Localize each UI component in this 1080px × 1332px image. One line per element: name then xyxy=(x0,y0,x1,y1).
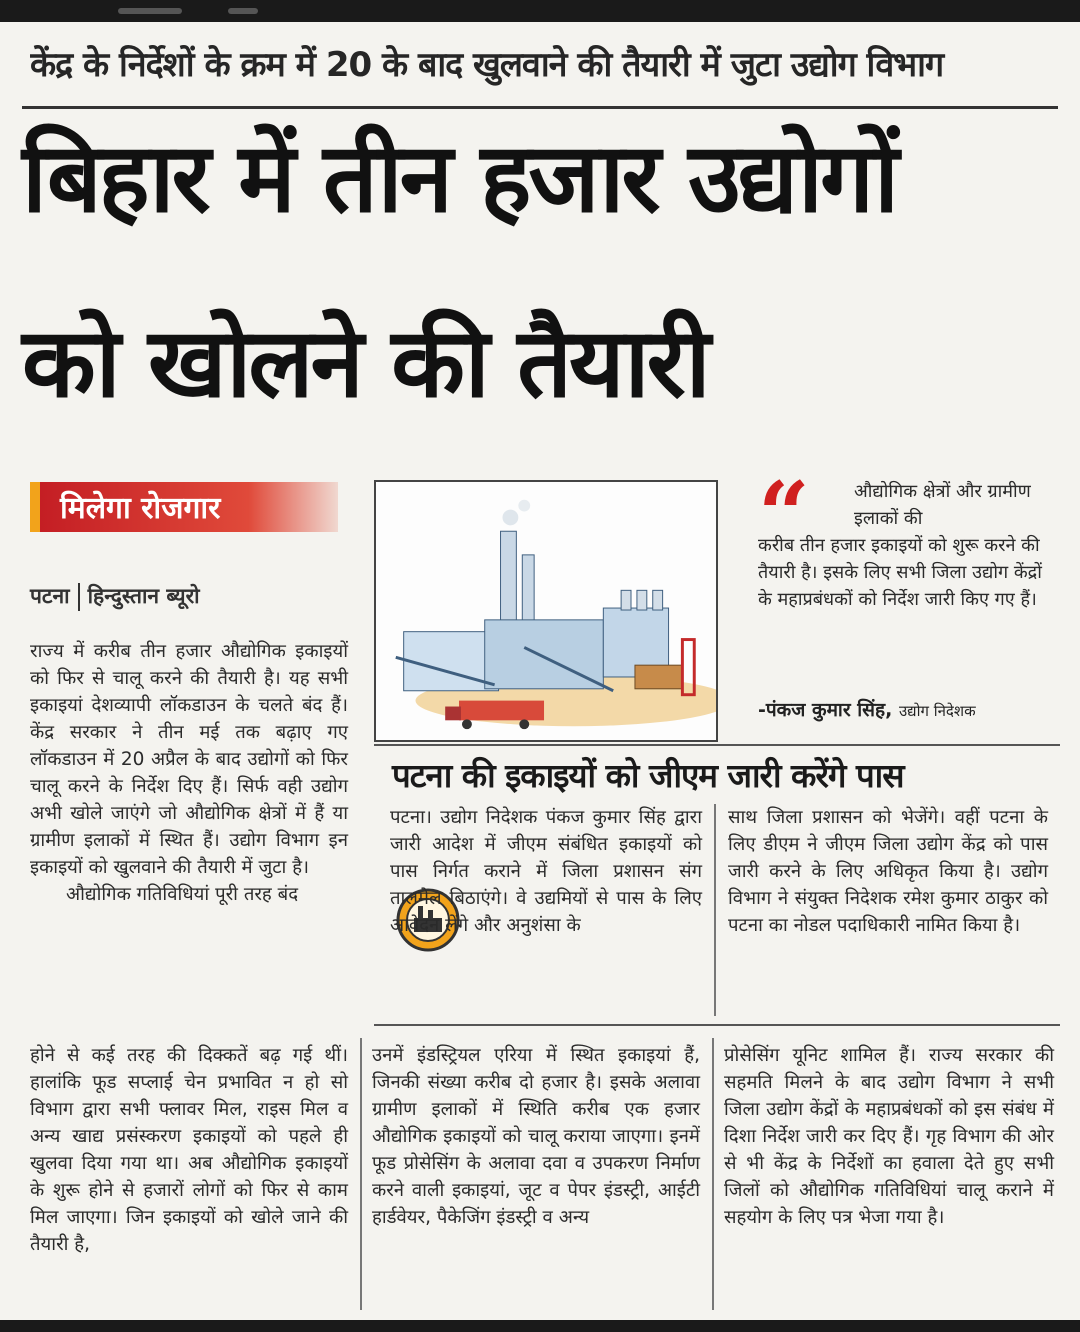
subbox-headline: पटना की इकाइयों को जीएम जारी करेंगे पास xyxy=(392,756,904,795)
column-divider xyxy=(360,1038,362,1310)
section-tag-label: मिलेगा रोजगार xyxy=(60,491,221,526)
byline-source: हिन्दुस्तान ब्यूरो xyxy=(87,584,200,608)
article-paragraph: उनमें इंडस्ट्रियल एरिया में स्थित इकाइयां हैं, जिनकी संख्या करीब दो हजार है। इसके अलावा ग्रामीण इलाकों में स्थिति करीब एक हजार औद्योगिक इकाइयों को चालू कराया जाएगा। इनमें फूड प्रोसेसिंग के अलावा दवा व उपकरण निर्माण करने वाली इकाइयां, जूट व पेपर इंडस्ट्री, आईटी हार्डवेयर, पैकेजिंग इंडस्ट्री व अन्य xyxy=(372,1045,700,1228)
byline-place: पटना xyxy=(30,584,70,608)
pull-quote xyxy=(758,478,1056,613)
article-paragraph: राज्य में करीब तीन हजार औद्योगिक इकाइयों को फिर से चालू करने की तैयारी है। यह सभी इकाइयां देशव्यापी लॉकडाउन के चलते बंद हैं। केंद्र सरकार ने तीन मई तक बढ़ाए गए लॉकडाउन में 20 अप्रैल के बाद उद्योगों को फिर चालू करने के निर्देश दिए हैं। सिर्फ वही उद्योग अभी खोले जाएंगे जो औद्योगिक क्षेत्रों में हैं या ग्रामीण इलाकों में स्थित हैं। उद्योग विभाग इन इकाइयों को खुलवाने की तैयारी में जुटा है। xyxy=(30,641,348,878)
article-paragraph: प्रोसेसिंग यूनिट शामिल हैं। राज्य सरकार की सहमति मिलने के बाद उद्योग विभाग ने सभी जिला उद्योग केंद्रों के महाप्रबंधकों को इस संबंध में दिशा निर्देश जारी कर दिए हैं। गृह विभाग की ओर से भी केंद्र के निर्देशों का हवाला देते हुए सभी जिलों को औद्योगिक गतिविधियां चालू कराने में सहयोग के लिए पत्र भेजा गया है। xyxy=(724,1045,1054,1228)
article-paragraph: होने से कई तरह की दिक्कतें बढ़ गई थीं। हालांकि फूड सप्लाई चेन प्रभावित न हो सो विभाग द्वारा सभी फ्लावर मिल, राइस मिल व अन्य खाद्य प्रसंस्करण इकाइयों को पहले ही खुलवा दिया गया था। अब औद्योगिक इकाइयों के शुरू होने से हजारों लोगों को फिर से काम मिल जाएगा। जिन इकाइयों को खोले जाने की तैयारी है, xyxy=(30,1045,348,1255)
article-column-2 xyxy=(372,1042,700,1231)
section-tag xyxy=(30,482,338,532)
pull-quote-text: करीब तीन हजार इकाइयों को शुरू करने की तैयारी है। इसके लिए सभी जिला उद्योग केंद्रों के महाप्रबंधकों को निर्देश जारी किए गए हैं। xyxy=(758,535,1042,610)
top-bar xyxy=(0,0,1080,22)
pull-quote-attribution xyxy=(758,696,976,722)
article-column-1-continued xyxy=(30,1042,348,1258)
article-paragraph: औद्योगिक गतिविधियां पूरी तरह बंद xyxy=(66,884,299,905)
strap-headline: केंद्र के निर्देशों के क्रम में 20 के बाद खुलवाने की तैयारी में जुटा उद्योग विभाग xyxy=(30,45,944,85)
column-divider xyxy=(714,804,716,1016)
article-column-3 xyxy=(724,1042,1054,1231)
column-divider xyxy=(712,1038,714,1310)
factory-illustration xyxy=(374,480,718,742)
byline xyxy=(30,582,200,611)
top-dash xyxy=(228,8,258,14)
main-headline-line2: को खोलने की तैयारी xyxy=(22,307,708,419)
subbox-column-left xyxy=(390,804,702,939)
divider xyxy=(22,106,1058,109)
article-column-1 xyxy=(30,638,348,908)
subbox-paragraph: साथ जिला प्रशासन को भेजेंगे। वहीं पटना के लिए डीएम ने जीएम जिला उद्योग केंद्र को पास जारी करने के लिए अधिकृत किया है। उद्योग विभाग ने संयुक्त निदेशक रमेश कुमार ठाकुर को पटना का नोडल पदाधिकारी नामित किया है। xyxy=(728,807,1048,936)
subbox-bottom-rule xyxy=(374,1024,1060,1026)
subbox-top-rule xyxy=(374,744,1060,746)
pull-quote-title: उद्योग निदेशक xyxy=(898,702,976,720)
top-dash xyxy=(118,8,182,14)
quote-mark-icon: “ xyxy=(758,462,810,568)
pull-quote-first: औद्योगिक क्षेत्रों और ग्रामीण इलाकों की xyxy=(854,481,1031,529)
main-headline-line1: बिहार में तीन हजार उद्योगों xyxy=(22,122,896,234)
byline-separator xyxy=(78,583,80,611)
subbox-column-right xyxy=(728,804,1048,939)
bottom-bar xyxy=(0,1320,1080,1332)
subbox-paragraph: पटना। उद्योग निदेशक पंकज कुमार सिंह द्वारा जारी आदेश में जीएम संबंधित इकाइयों को पास निर्गत कराने में जिला प्रशासन संग तालमेल बिठाएंगे। वे उद्यमियों से पास के लिए आवेदन लेंगे और अनुशंसा के xyxy=(390,807,702,936)
pull-quote-name: -पंकज कुमार सिंह, xyxy=(758,699,893,721)
